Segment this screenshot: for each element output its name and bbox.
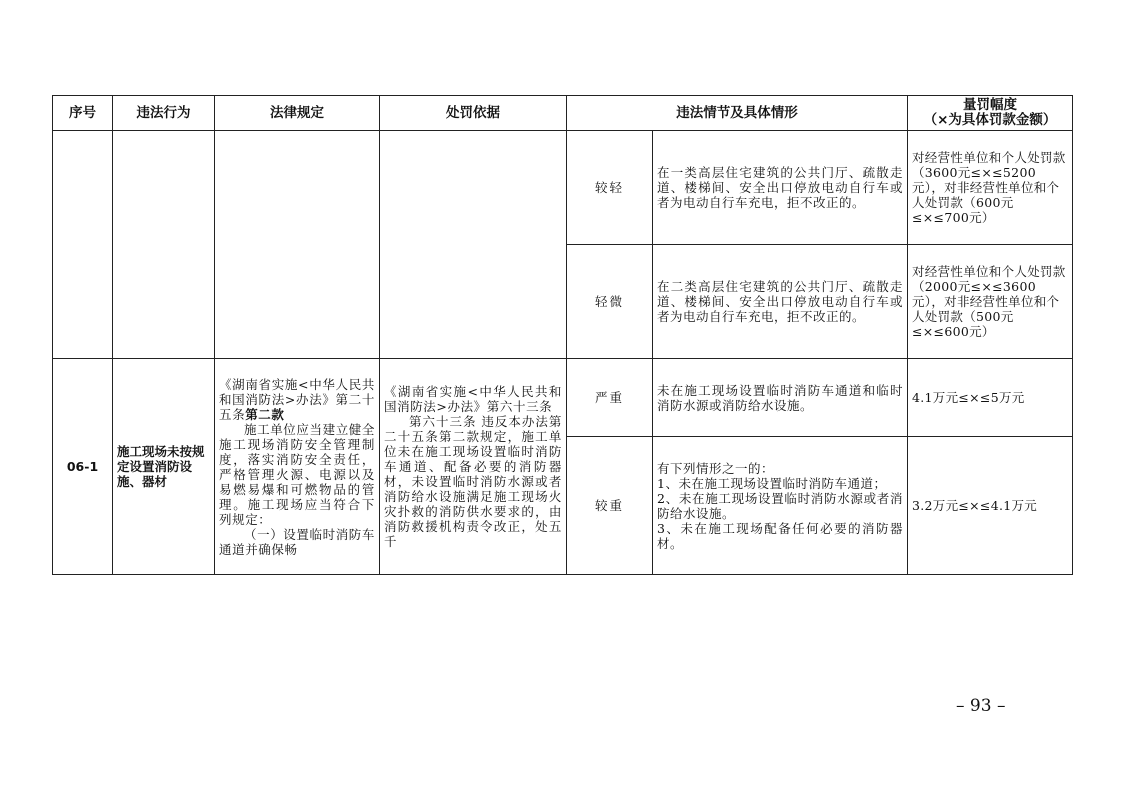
header-act: 违法行为 bbox=[113, 96, 215, 131]
basis-para-1: 《湖南省实施<中华人民共和国消防法>办法》第六十三条 bbox=[384, 384, 562, 414]
table-row bbox=[53, 359, 1073, 437]
prev-basis-cell bbox=[380, 131, 567, 359]
level-cell: 严重 bbox=[567, 359, 653, 437]
penalty-table bbox=[52, 95, 1073, 575]
detail-line: 2、未在施工现场设置临时消防水源或者消防给水设施。 bbox=[657, 490, 903, 521]
law-para-3: （一）设置临时消防车通道并确保畅 bbox=[219, 526, 376, 557]
detail-line: 3、未在施工现场配备任何必要的消防器材。 bbox=[657, 520, 903, 551]
detail-line: 1、未在施工现场设置临时消防车通道； bbox=[657, 475, 887, 491]
header-penalty bbox=[908, 96, 1073, 131]
detail-cell bbox=[653, 437, 908, 575]
law-para-1 bbox=[219, 377, 375, 422]
detail-cell: 在二类高层住宅建筑的公共门厅、疏散走道、楼梯间、安全出口停放电动自行车或者为电动自行车充电，拒不改正的。 bbox=[653, 245, 908, 359]
table-row bbox=[53, 131, 1073, 245]
penalty-cell: 对经营性单位和个人处罚款（3600元≤×≤5200元），对非经营性单位和个人处罚款（600元≤×≤700元） bbox=[908, 131, 1073, 245]
detail-line: 有下列情形之一的： bbox=[657, 460, 775, 476]
item-act: 施工现场未按规定设置消防设施、器材 bbox=[113, 359, 215, 575]
item-law bbox=[215, 359, 380, 575]
item-basis bbox=[380, 359, 567, 575]
header-circumstance: 违法情节及具体情形 bbox=[567, 96, 908, 131]
item-serial: 06-1 bbox=[53, 359, 113, 575]
level-cell: 轻微 bbox=[567, 245, 653, 359]
prev-serial-cell bbox=[53, 131, 113, 359]
header-law: 法律规定 bbox=[215, 96, 380, 131]
prev-law-cell bbox=[215, 131, 380, 359]
header-penalty-line2: （×为具体罚款金额） bbox=[923, 112, 1057, 128]
penalty-cell: 4.1万元≤×≤5万元 bbox=[908, 359, 1073, 437]
header-row bbox=[53, 96, 1073, 131]
penalty-cell: 对经营性单位和个人处罚款（2000元≤×≤3600元），对非经营性单位和个人处罚款（500元≤×≤600元） bbox=[908, 245, 1073, 359]
level-cell: 较重 bbox=[567, 437, 653, 575]
prev-act-cell bbox=[113, 131, 215, 359]
detail-cell: 未在施工现场设置临时消防车通道和临时消防水源或消防给水设施。 bbox=[653, 359, 908, 437]
detail-cell: 在一类高层住宅建筑的公共门厅、疏散走道、楼梯间、安全出口停放电动自行车或者为电动自行车充电，拒不改正的。 bbox=[653, 131, 908, 245]
level-cell: 较轻 bbox=[567, 131, 653, 245]
page-number: – 93 – bbox=[956, 696, 1006, 716]
header-penalty-line1: 量罚幅度 bbox=[963, 97, 1017, 113]
penalty-cell: 3.2万元≤×≤4.1万元 bbox=[908, 437, 1073, 575]
header-serial: 序号 bbox=[53, 96, 113, 131]
header-basis: 处罚依据 bbox=[380, 96, 567, 131]
law-para-1-bold: 第二款 bbox=[245, 406, 285, 422]
law-para-1-text: 《湖南省实施<中华人民共和国消防法>办法》第二十五条 bbox=[219, 376, 375, 422]
basis-para-2: 第六十三条 违反本办法第二十五条第二款规定，施工单位未在施工现场设置临时消防车通道、配备必要的消防器材，未设置临时消防水源或者消防给水设施满足施工现场火灾扑救的消防供水要求的，由消防救援机构责令改正，处五千 bbox=[384, 414, 562, 549]
law-para-2: 施工单位应当建立健全施工现场消防安全管理制度，落实消防安全责任，严格管理火源、电源以及易燃易爆和可燃物品的管理。施工现场应当符合下列规定： bbox=[219, 421, 376, 527]
